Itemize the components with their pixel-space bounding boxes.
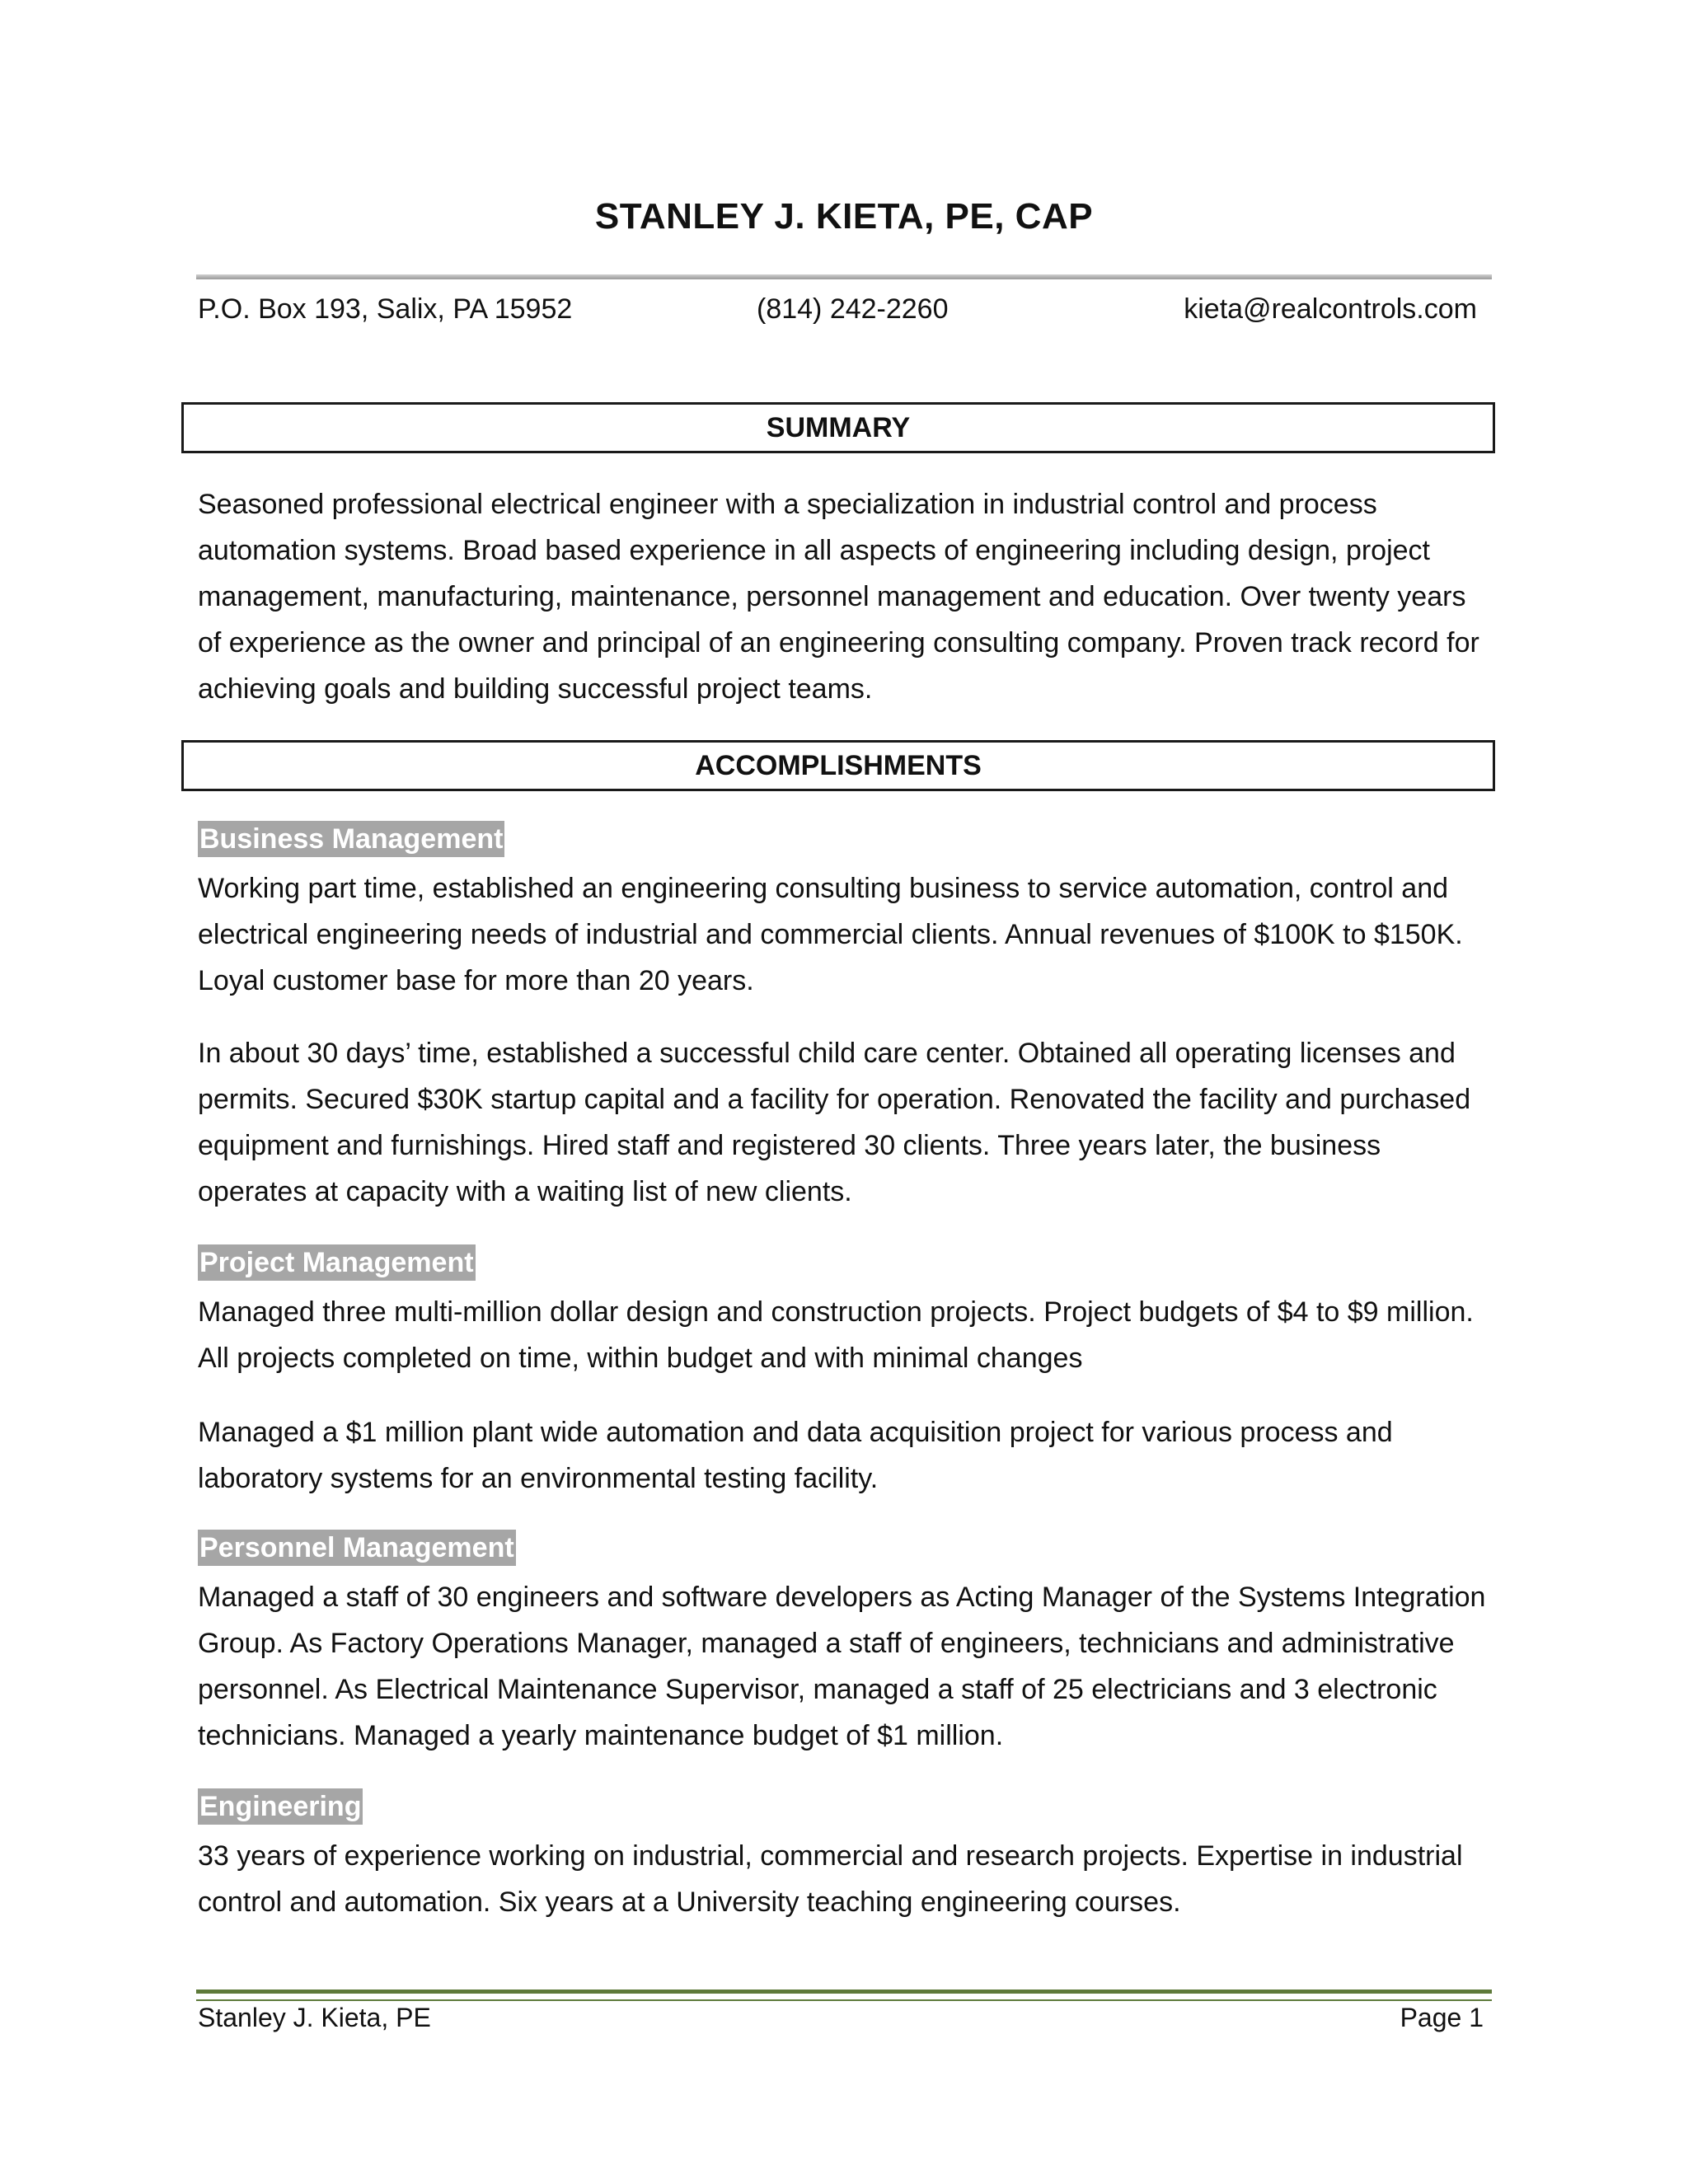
contact-email: kieta@realcontrols.com: [1184, 293, 1477, 325]
footer-divider: [196, 1990, 1492, 2001]
engineering-heading: Engineering: [198, 1788, 363, 1825]
business-management-para-1: Working part time, established an engineering consulting business to service automation, control and electrical engineering needs of industrial and commercial clients. Annual revenues of $100K to $150K. Loyal customer base for more than 20 years.: [198, 873, 1463, 996]
contact-line: [198, 293, 1477, 333]
business-management-heading: Business Management: [198, 821, 504, 857]
header-divider: [196, 274, 1492, 279]
summary-heading: SUMMARY: [181, 402, 1495, 453]
business-management-para-2: In about 30 days’ time, established a successful child care center. Obtained all operating licenses and permits. Secured $30K startup capital and a facility for operation. Renovated the facility and purchased equipment and furnishings. Hired staff and registered 30 clients. Three years later, the business operates at capacity with a waiting list of new clients.: [198, 1038, 1471, 1207]
engineering-para-1: 33 years of experience working on industrial, commercial and research projects. Expertise in industrial control and automation. Six years at a University teaching engineering courses.: [198, 1840, 1463, 1918]
contact-phone: (814) 242-2260: [757, 293, 949, 325]
personnel-management-para-1: Managed a staff of 30 engineers and software developers as Acting Manager of the Systems Integration Group. As Factory Operations Manager, managed a staff of engineers, technicians and administrative personnel. As Electrical Maintenance Supervisor, managed a staff of 25 electricians and 3 electronic technicians. Managed a yearly maintenance budget of $1 million.: [198, 1582, 1486, 1751]
summary-text: Seasoned professional electrical engineer with a specialization in industrial control and process automation systems. Broad based experience in all aspects of engineering including design, project management, manufacturing, maintenance, personnel management and education. Over twenty years of experience as the owner and principal of an engineering consulting company. Proven track record for achieving goals and building successful project teams.: [198, 489, 1479, 705]
footer-author: Stanley J. Kieta, PE: [198, 2003, 431, 2032]
footer-page-number: Page 1: [1400, 2003, 1484, 2032]
personnel-management-heading: Personnel Management: [198, 1530, 516, 1566]
project-management-para-1: Managed three multi-million dollar design and construction projects. Project budgets of $4 to $9 million. All projects completed on time, within budget and with minimal changes: [198, 1296, 1474, 1374]
accomplishments-heading: ACCOMPLISHMENTS: [181, 740, 1495, 791]
resume-name: STANLEY J. KIETA, PE, CAP: [594, 196, 1094, 237]
project-management-heading: Project Management: [198, 1244, 476, 1281]
project-management-para-2: Managed a $1 million plant wide automation and data acquisition project for various process and laboratory systems for an environmental testing facility.: [198, 1417, 1393, 1494]
contact-address: P.O. Box 193, Salix, PA 15952: [198, 293, 573, 325]
